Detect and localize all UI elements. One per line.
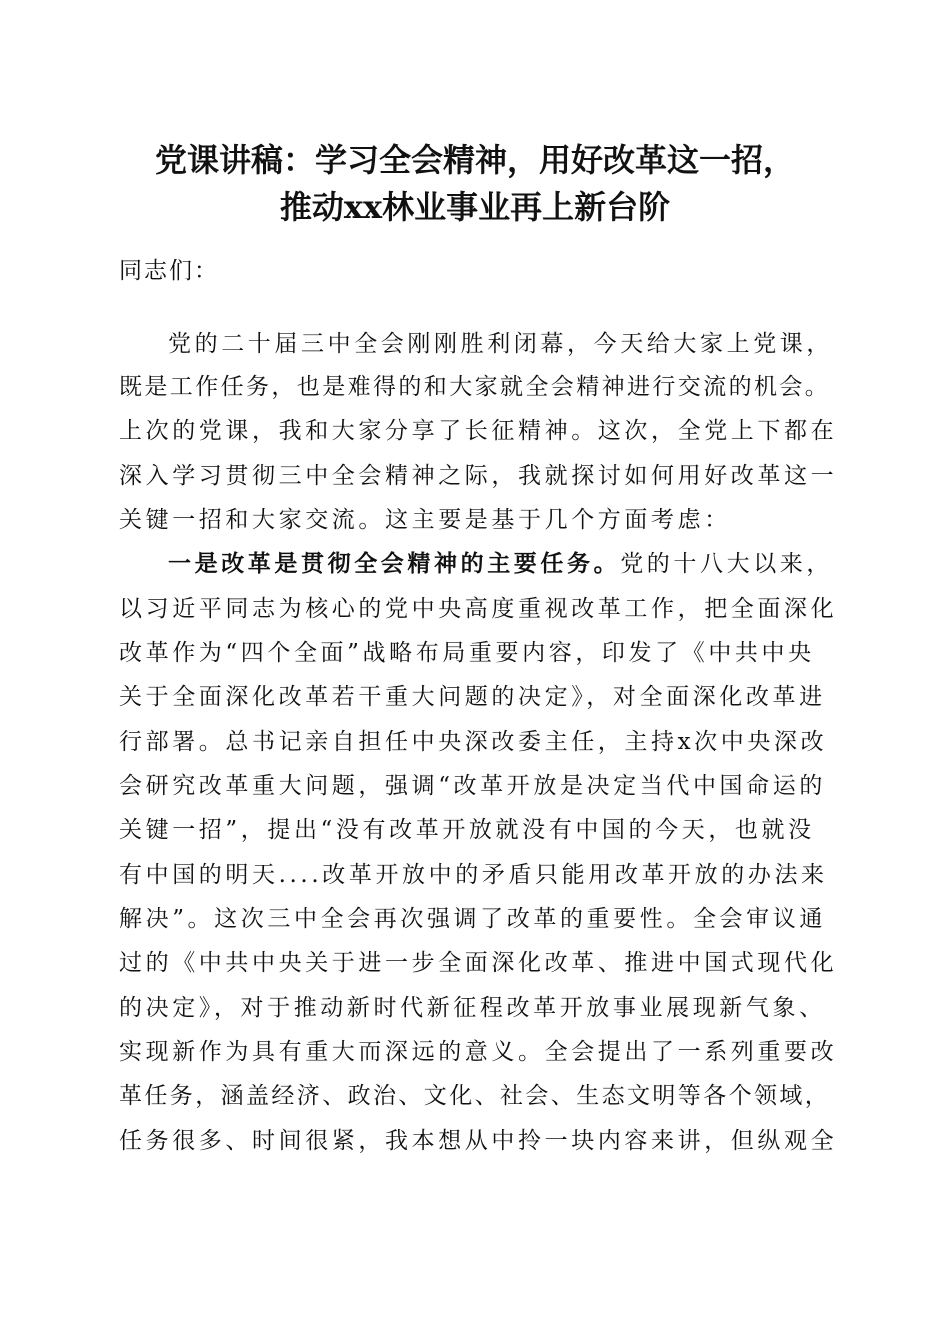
document-title-line-2: 推动xx林业事业再上新台阶 bbox=[279, 188, 671, 226]
paragraph-line: 实现新作为具有重大而深远的意义。全会提出了一系列重要改 bbox=[119, 1039, 838, 1065]
paragraph-line: 既是工作任务，也是难得的和大家就全会精神进行交流的机会。 bbox=[119, 374, 831, 400]
paragraph-line: 有中国的明天....改革开放中的矛盾只能用改革开放的办法来 bbox=[119, 862, 828, 888]
paragraph-line: 以习近平同志为核心的党中央高度重视改革工作，把全面深化 bbox=[119, 596, 838, 622]
paragraph-line: 行部署。总书记亲自担任中央深改委主任，主持x次中央深改 bbox=[119, 729, 828, 755]
paragraph-line: 上次的党课，我和大家分享了长征精神。这次，全党上下都在 bbox=[119, 418, 838, 444]
paragraph-line: 党的二十届三中全会刚刚胜利闭幕，今天给大家上党课， bbox=[168, 331, 833, 357]
point-one-rest: 党的十八大以来， bbox=[620, 551, 834, 577]
paragraph-line: 革任务，涵盖经济、政治、文化、社会、生态文明等各个领域， bbox=[119, 1083, 831, 1109]
point-one-line bbox=[168, 549, 898, 579]
paragraph-line: 会研究改革重大问题，强调“改革开放是决定当代中国命运的 bbox=[119, 773, 826, 799]
paragraph-line: 改革作为“四个全面”战略布局重要内容，印发了《中共中央 bbox=[119, 640, 815, 666]
paragraph-line: 任务很多、时间很紧，我本想从中拎一块内容来讲，但纵观全 bbox=[119, 1128, 838, 1154]
point-one-lead: 一是改革是贯彻全会精神的主要任务。 bbox=[168, 550, 621, 577]
document-title-line-1: 党课讲稿：学习全会精神，用好改革这一招， bbox=[154, 141, 795, 179]
paragraph-line: 关于全面深化改革若干重大问题的决定》，对全面深化改革进 bbox=[119, 684, 826, 710]
paragraph-line: 深入学习贯彻三中全会精神之际，我就探讨如何用好改革这一 bbox=[119, 463, 838, 489]
paragraph-line: 解决”。这次三中全会再次强调了改革的重要性。全会审议通 bbox=[119, 906, 826, 932]
paragraph-line: 关键一招”，提出“没有改革开放就没有中国的今天，也就没 bbox=[119, 817, 815, 843]
paragraph-line: 的决定》，对于推动新时代新征程改革开放事业展现新气象、 bbox=[119, 995, 826, 1021]
greeting: 同志们： bbox=[119, 258, 219, 284]
paragraph-line: 过的《中共中央关于进一步全面深化改革、推进中国式现代化 bbox=[119, 950, 838, 976]
paragraph-line: 关键一招和大家交流。这主要是基于几个方面考虑： bbox=[119, 507, 731, 533]
